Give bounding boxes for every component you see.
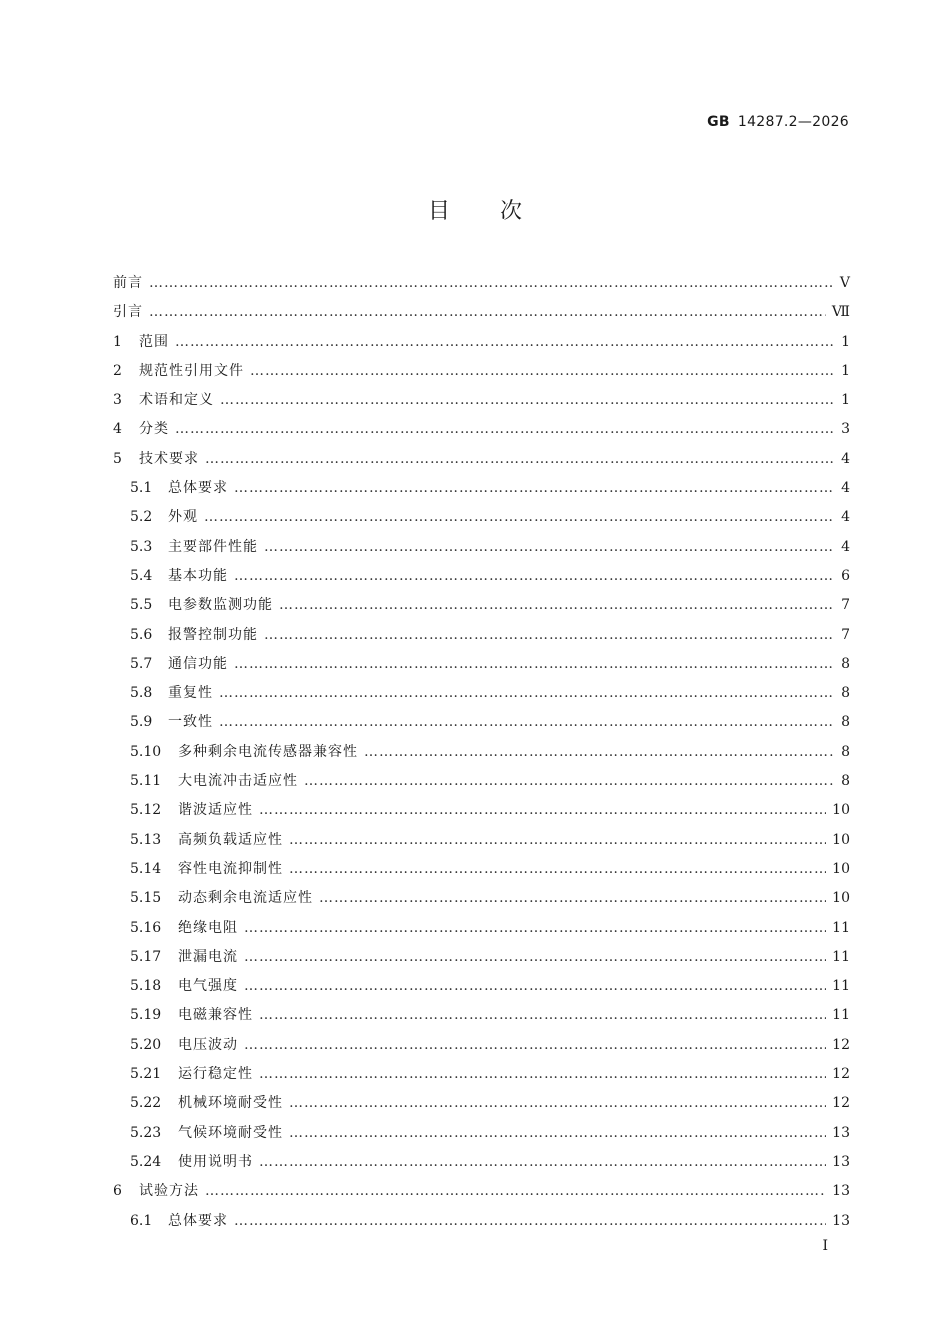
toc-entry-label: 电参数监测功能 xyxy=(168,597,273,614)
toc-entry-page: Ⅴ xyxy=(839,275,850,291)
toc-entry-number: 5.21 xyxy=(130,1066,162,1083)
toc-leader-dots xyxy=(264,533,835,562)
toc-entry-number: 5.2 xyxy=(130,509,153,526)
toc-entry[interactable] xyxy=(113,1031,850,1060)
toc-entry-page: 1 xyxy=(841,392,850,409)
toc-entry-page: 13 xyxy=(832,1212,850,1229)
toc-entry-label: 谐波适应性 xyxy=(178,802,253,819)
toc-entry-label: 范围 xyxy=(139,333,169,350)
toc-leader-dots xyxy=(234,562,835,591)
toc-entry-number: 5.10 xyxy=(130,743,162,760)
toc-entry[interactable] xyxy=(113,474,850,503)
toc-entry-label: 技术要求 xyxy=(139,450,199,467)
toc-entry-page: 4 xyxy=(841,450,850,467)
toc-entry[interactable] xyxy=(113,533,850,562)
toc-leader-dots xyxy=(175,415,835,444)
toc-leader-dots xyxy=(244,914,826,943)
toc-entry-page: 12 xyxy=(832,1036,850,1053)
toc-entry-page: 8 xyxy=(841,655,850,672)
toc-entry-label: 重复性 xyxy=(168,685,213,702)
toc-leader-dots xyxy=(250,357,835,386)
toc-leader-dots xyxy=(264,621,835,650)
toc-entry[interactable] xyxy=(113,914,850,943)
toc-leader-dots xyxy=(289,855,826,884)
toc-entry-page: 13 xyxy=(832,1124,850,1141)
toc-entry-number: 5 xyxy=(113,450,122,467)
toc-leader-dots xyxy=(244,943,826,972)
toc-entry-page: 4 xyxy=(841,480,850,497)
toc-entry[interactable] xyxy=(113,357,850,386)
toc-entry-number: 1 xyxy=(113,333,122,350)
toc-entry-page: 10 xyxy=(832,860,850,877)
toc-entry-number: 6.1 xyxy=(130,1212,153,1229)
toc-leader-dots xyxy=(234,1207,826,1236)
toc-entry[interactable] xyxy=(113,796,850,825)
toc-entry[interactable] xyxy=(113,855,850,884)
toc-entry-label: 绝缘电阻 xyxy=(178,919,238,936)
toc-entry-label: 主要部件性能 xyxy=(168,538,258,555)
toc-leader-dots xyxy=(205,1177,826,1206)
toc-leader-dots xyxy=(304,767,835,796)
toc-leader-dots xyxy=(234,474,835,503)
toc-entry[interactable] xyxy=(113,943,850,972)
page-title: 目次 xyxy=(427,199,572,224)
toc-entry-page: 11 xyxy=(832,1007,850,1024)
toc-entry[interactable] xyxy=(113,1119,850,1148)
toc-entry-number: 5.5 xyxy=(130,597,153,614)
toc-leader-dots xyxy=(289,1119,826,1148)
toc-entry-number: 5.4 xyxy=(130,567,153,584)
toc-leader-dots xyxy=(289,1089,826,1118)
toc-entry-page: Ⅶ xyxy=(831,304,850,321)
toc-entry-label: 术语和定义 xyxy=(139,392,214,409)
toc-entry-number: 5.6 xyxy=(130,626,153,643)
toc-entry[interactable] xyxy=(113,738,850,767)
toc-entry-label: 总体要求 xyxy=(168,1212,228,1229)
toc-leader-dots xyxy=(244,1031,826,1060)
page-folio: I xyxy=(822,1238,828,1254)
toc-entry-label: 使用说明书 xyxy=(178,1153,253,1170)
toc-entry-number: 5.15 xyxy=(130,890,162,907)
toc-entry-label: 电压波动 xyxy=(178,1036,238,1053)
toc-entry-page: 8 xyxy=(841,685,850,702)
toc-leader-dots xyxy=(319,884,826,913)
toc-entry[interactable] xyxy=(113,621,850,650)
toc-leader-dots xyxy=(219,708,835,737)
toc-entry-label: 电磁兼容性 xyxy=(178,1007,253,1024)
toc-entry-number: 5.19 xyxy=(130,1007,162,1024)
toc-entry-number: 2 xyxy=(113,362,122,379)
toc-entry-page: 8 xyxy=(841,773,850,790)
toc-entry-page: 10 xyxy=(832,890,850,907)
toc-leader-dots xyxy=(364,738,835,767)
toc-entry-page: 8 xyxy=(841,714,850,731)
toc-entry-label: 泄漏电流 xyxy=(178,948,238,965)
toc-entry-label: 基本功能 xyxy=(168,567,228,584)
toc-leader-dots xyxy=(149,298,826,327)
standard-code xyxy=(707,114,849,130)
toc-entry[interactable] xyxy=(113,708,850,737)
toc-leader-dots xyxy=(259,796,826,825)
toc-entry-number: 5.23 xyxy=(130,1124,162,1141)
toc-entry-page: 13 xyxy=(832,1153,850,1170)
toc-entry[interactable] xyxy=(113,415,850,444)
toc-leader-dots xyxy=(279,591,835,620)
toc-entry-page: 12 xyxy=(832,1095,850,1112)
toc-entry-label: 外观 xyxy=(168,509,198,526)
toc-entry-page: 10 xyxy=(832,802,850,819)
toc-entry[interactable] xyxy=(113,767,850,796)
toc-entry-label: 规范性引用文件 xyxy=(139,362,244,379)
toc-leader-dots xyxy=(149,269,834,298)
toc-entry-page: 12 xyxy=(832,1066,850,1083)
toc-entry-label: 机械环境耐受性 xyxy=(178,1095,283,1112)
toc-entry-number: 5.22 xyxy=(130,1095,162,1112)
toc-entry-page: 1 xyxy=(841,362,850,379)
toc-entry-number: 5.11 xyxy=(130,773,162,790)
toc-entry-page: 10 xyxy=(832,831,850,848)
toc-entry-label: 容性电流抑制性 xyxy=(178,860,283,877)
toc-entry-page: 13 xyxy=(832,1183,850,1200)
toc-entry[interactable] xyxy=(113,386,850,415)
toc-leader-dots xyxy=(289,826,826,855)
toc-entry-label: 试验方法 xyxy=(139,1183,199,1200)
toc-entry-page: 7 xyxy=(841,626,850,643)
toc-entry-number: 5.12 xyxy=(130,802,162,819)
toc-leader-dots xyxy=(219,679,835,708)
toc-entry-label: 引言 xyxy=(113,304,143,321)
toc-entry-number: 5.14 xyxy=(130,860,162,877)
toc-entry[interactable] xyxy=(113,503,850,532)
toc-entry-page: 4 xyxy=(841,509,850,526)
toc-entry-label: 报警控制功能 xyxy=(168,626,258,643)
toc-entry[interactable] xyxy=(113,1177,850,1206)
toc-entry-label: 总体要求 xyxy=(168,480,228,497)
toc-leader-dots xyxy=(259,1148,826,1177)
toc-entry-label: 动态剩余电流适应性 xyxy=(178,890,313,907)
toc-entry[interactable] xyxy=(113,679,850,708)
toc-entry[interactable] xyxy=(113,298,850,327)
toc-entry-page: 11 xyxy=(832,919,850,936)
toc-entry[interactable] xyxy=(113,1060,850,1089)
toc-entry-number: 5.9 xyxy=(130,714,153,731)
toc-leader-dots xyxy=(259,1001,826,1030)
toc-entry-page: 11 xyxy=(832,978,850,995)
toc-entry[interactable] xyxy=(113,650,850,679)
standard-prefix: GB xyxy=(707,114,730,130)
toc-entry[interactable] xyxy=(113,591,850,620)
toc-entry[interactable] xyxy=(113,1089,850,1118)
toc-entry-label: 前言 xyxy=(113,275,143,291)
toc-entry-label: 分类 xyxy=(139,421,169,438)
toc-entry-label: 运行稳定性 xyxy=(178,1066,253,1083)
toc-entry[interactable] xyxy=(113,1001,850,1030)
toc-entry[interactable] xyxy=(113,269,850,298)
toc-entry-number: 5.13 xyxy=(130,831,162,848)
toc-entry[interactable] xyxy=(113,1207,850,1236)
toc-leader-dots xyxy=(204,503,835,532)
toc-leader-dots xyxy=(234,650,835,679)
toc-entry-page: 11 xyxy=(832,948,850,965)
toc-entry-number: 6 xyxy=(113,1183,122,1200)
toc-entry[interactable] xyxy=(113,826,850,855)
toc-entry-number: 3 xyxy=(113,392,122,409)
toc-entry-number: 5.24 xyxy=(130,1153,162,1170)
toc-entry-label: 一致性 xyxy=(168,714,213,731)
toc-entry-number: 5.17 xyxy=(130,948,162,965)
toc-entry[interactable] xyxy=(113,328,850,357)
toc-entry-page: 6 xyxy=(841,567,850,584)
toc-entry[interactable] xyxy=(113,972,850,1001)
toc-entry-page: 1 xyxy=(841,333,850,350)
toc-leader-dots xyxy=(175,328,835,357)
toc-entry-page: 7 xyxy=(841,597,850,614)
toc-entry[interactable] xyxy=(113,1148,850,1177)
toc-entry-label: 大电流冲击适应性 xyxy=(178,773,298,790)
toc-entry-label: 气候环境耐受性 xyxy=(178,1124,283,1141)
toc-entry-number: 5.18 xyxy=(130,978,162,995)
toc-entry-number: 5.16 xyxy=(130,919,162,936)
toc-entry-label: 多种剩余电流传感器兼容性 xyxy=(178,743,358,760)
toc-entry-number: 5.1 xyxy=(130,480,153,497)
toc-leader-dots xyxy=(244,972,826,1001)
toc-entry[interactable] xyxy=(113,884,850,913)
toc-entry-label: 通信功能 xyxy=(168,655,228,672)
toc-entry-page: 3 xyxy=(841,421,850,438)
toc-entry[interactable] xyxy=(113,445,850,474)
toc-entry-number: 5.3 xyxy=(130,538,153,555)
toc-entry-label: 电气强度 xyxy=(178,978,238,995)
toc-entry-page: 8 xyxy=(841,743,850,760)
standard-number: 14287.2—2026 xyxy=(737,114,849,130)
toc-entry-page: 4 xyxy=(841,538,850,555)
table-of-contents xyxy=(113,269,850,1236)
toc-entry-number: 5.7 xyxy=(130,655,153,672)
toc-entry-number: 4 xyxy=(113,421,122,438)
toc-entry-number: 5.20 xyxy=(130,1036,162,1053)
toc-entry[interactable] xyxy=(113,562,850,591)
toc-leader-dots xyxy=(205,445,835,474)
toc-leader-dots xyxy=(220,386,835,415)
toc-entry-label: 高频负载适应性 xyxy=(178,831,283,848)
toc-entry-number: 5.8 xyxy=(130,685,153,702)
toc-leader-dots xyxy=(259,1060,826,1089)
